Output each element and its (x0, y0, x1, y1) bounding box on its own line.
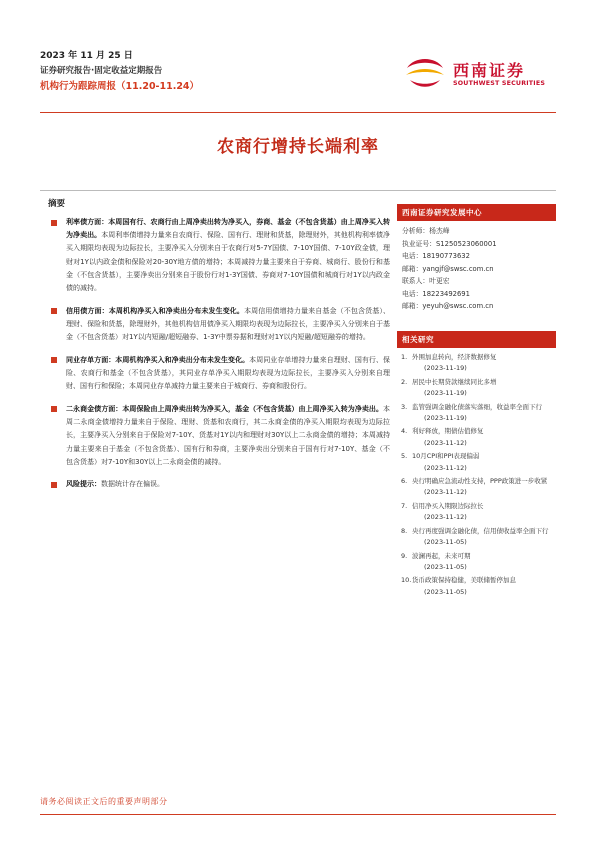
bullet-square-icon (51, 220, 57, 226)
contact-phone: 电话：18223492691 (402, 289, 470, 298)
related-research-list (397, 348, 556, 598)
list-item[interactable]: 7. 信用净买入期限边际拉长 (2023-11-12) (401, 501, 484, 522)
bullet-square-icon (51, 308, 57, 314)
item-lead: 同业存单方面：本周机构净买入和净卖出分布未发生变化。 (66, 355, 250, 364)
list-item[interactable]: 3. 监管强调金融化债落实落细，收益率全面下行 (2023-11-19) (401, 402, 542, 423)
logo-mark-icon (404, 56, 446, 92)
report-series: 机构行为跟踪周报（11.20-11.24） (40, 81, 200, 92)
abstract-heading: 摘要 (48, 199, 66, 209)
related-research-panel (397, 331, 556, 600)
item-lead: 风险提示： (66, 480, 101, 489)
report-title: 农商行增持长端利率 (217, 137, 379, 157)
report-header (40, 50, 400, 95)
abstract-item-perpetual (48, 403, 390, 469)
contact-email[interactable]: 邮箱：yeyuh@swsc.com.cn (402, 302, 494, 310)
item-lead: 二永商金债方面：本周保险由上周净卖出转为净买入，基金（不包含货基）由上周净买入转为净卖出。 (66, 404, 383, 413)
bullet-square-icon (51, 406, 57, 412)
research-center-title: 西南证券研究发展中心 (397, 204, 556, 221)
item-text: 本周利率债增持力量来自农商行、保险、国有行、理财和货基，除理财外，其他机构利率债净买入期限均表现为边际拉长，主要净买入分别来自于农商行对5-7Y国债、7-10Y国债、7-10Y政金债，理财对1Y以内政金债和保险对20-30Y地方债的增持；本周减持力量主要来自于券商、城商行、股份行和基金（不包含货基），主要净卖出分别来自于股份行对1-3Y国债、券商对7-10Y国债和城商行对1Y以内政金债的减持。 (66, 231, 391, 293)
analyst-phone: 电话：18190773632 (402, 252, 470, 260)
abstract-item-rates (48, 216, 390, 295)
item-text: 本周信用债增持力量来自基金（不包含货基）、理财、保险和货基，除理财外，其他机构信用债净买入期限均表现为边际拉长，主要净买入分别来自于基金（不包含货基）对1Y以内短融/超短融券、1-3Y中票券据和理财对1Y以内短融/超短融券的增持。 (66, 306, 391, 342)
company-logo (404, 56, 564, 94)
analyst-name: 分析师：杨杰峰 (402, 227, 450, 235)
footer-disclaimer: 请务必阅读正文后的重要声明部分 (40, 797, 168, 806)
report-type: 证券研究报告·固定收益定期报告 (40, 66, 163, 76)
list-item[interactable]: 8. 央行再度强调金融化债，信用债收益率全面下行 (2023-11-05) (401, 526, 549, 547)
item-text: 本周二永商金债增持力量来自于保险、理财、货基和农商行，其二永商金债的净买入期限均表现为边际拉长，主要净买入分别来自于保险对7-10Y、货基对1Y以内和理财对30Y以上二永商金债的增持；本周减持力量主要来自于基金（不包含货基）、国有行和券商，主要净卖出分别来自于国有行对7-10Y、基金（不包含货基）对7-10Y和30Y以上二永商金债的减持。 (66, 404, 390, 466)
list-item[interactable]: 6. 央行明确应急流动性支持，PPP政策进一步收紧 (2023-11-12) (401, 477, 548, 497)
title-divider (40, 190, 556, 191)
item-lead: 利率债方面：本周国有行、农商行由上周净卖出转为净买入，券商、基金（不包含货基）由上周净买入转为净卖出。 (66, 218, 390, 240)
list-item[interactable]: 9. 波澜再起，未来可期 (2023-11-05) (401, 551, 471, 571)
abstract-item-ncd (48, 354, 390, 394)
abstract-item-risk (48, 478, 390, 491)
list-item[interactable]: 4. 利好释放，期债估值修复 (2023-11-12) (401, 427, 484, 447)
footer-divider (40, 814, 556, 815)
item-lead: 信用债方面：本周机构净买入和净卖出分布未发生变化。 (66, 306, 245, 315)
analyst-info (397, 221, 556, 313)
logo-name-en: SOUTHWEST SECURITIES (453, 80, 546, 87)
logo-name-cn: 西南证券 (453, 61, 526, 80)
bullet-square-icon (51, 357, 57, 363)
list-item[interactable]: 10. 货币政策保持稳健，美联储暂停加息 (2023-11-05) (401, 576, 516, 596)
contact-name: 联系人：叶更宏 (402, 277, 450, 285)
item-text: 数据统计存在偏误。 (101, 480, 164, 489)
abstract-body (48, 216, 390, 501)
report-date: 2023 年 11 月 25 日 (40, 51, 133, 61)
list-item[interactable]: 5. 10月CPI和PPI表现偏弱 (2023-11-12) (401, 452, 480, 472)
list-item[interactable]: 1. 外围加息转向，经济数据修复 (2023-11-19) (401, 353, 497, 373)
item-text: 本周同业存单增持力量来自理财、国有行、保险、农商行和基金（不包含货基），其同业存单净买入期限均表现为边际拉长，主要净买入分别来自理财、国有行和保险；本周同业存单减持力量主要来自于城商行、券商和股份行。 (66, 355, 391, 391)
abstract-item-credit (48, 305, 390, 345)
related-research-title: 相关研究 (397, 331, 556, 348)
list-item[interactable]: 2. 居民中长期贷款继续同比多增 (2023-11-19) (401, 377, 497, 398)
header-divider (40, 112, 556, 113)
research-center-panel (397, 204, 556, 313)
bullet-square-icon (51, 482, 57, 488)
analyst-email[interactable]: 邮箱：yangjf@swsc.com.cn (402, 264, 494, 273)
analyst-license: 执业证号：S1250523060001 (402, 239, 497, 248)
